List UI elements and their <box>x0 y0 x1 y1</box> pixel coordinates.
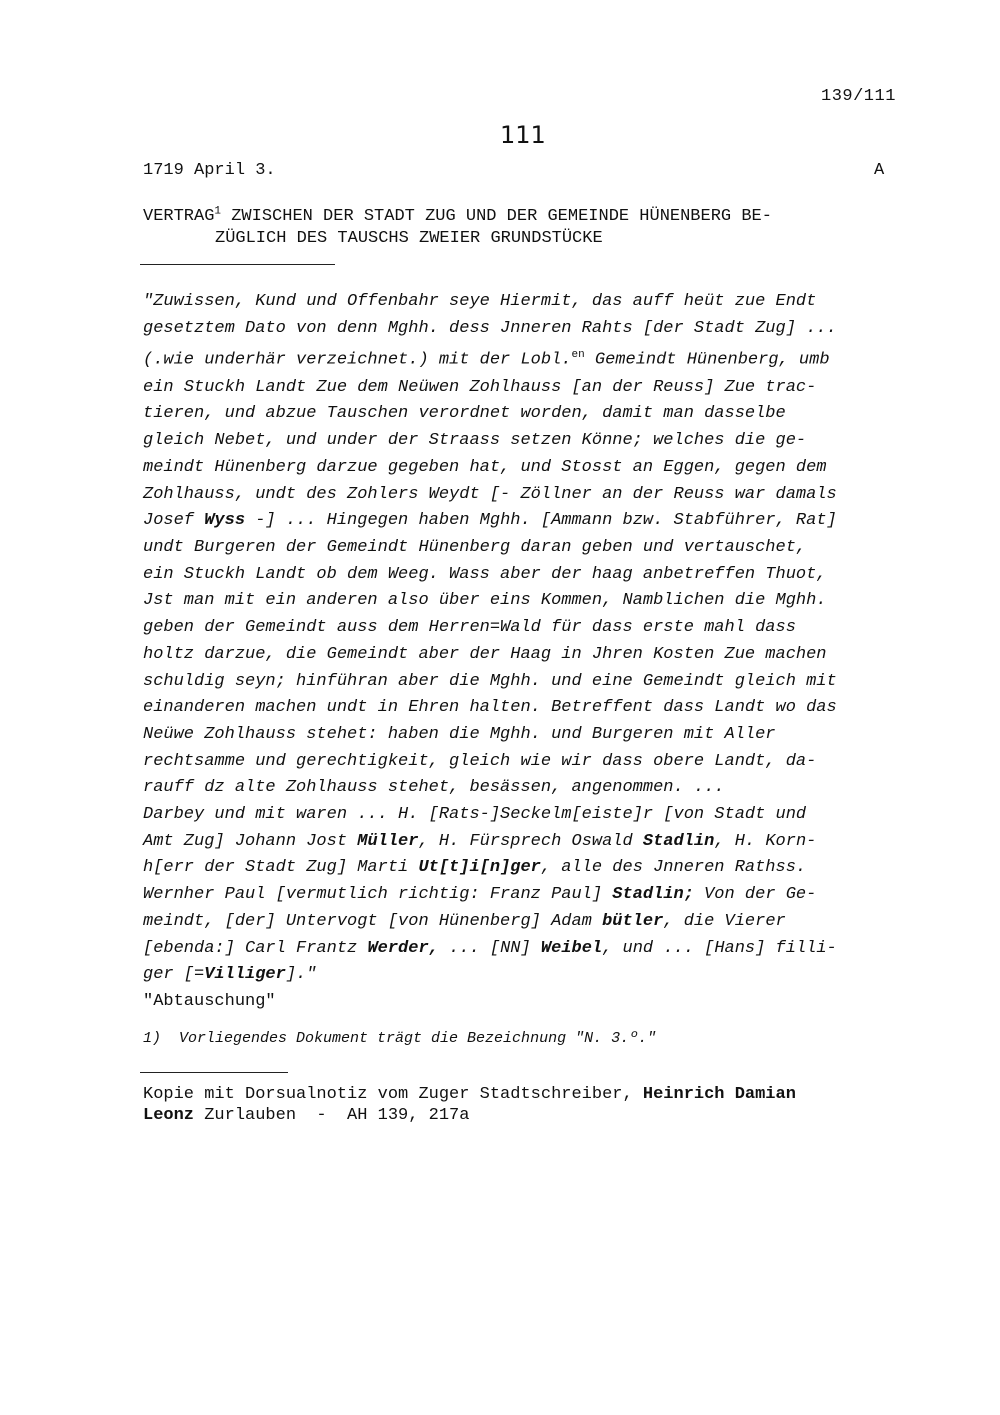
person-name: Werder, <box>367 938 439 958</box>
person-name: Müller <box>357 831 419 851</box>
text-line: Jst man mit ein anderen also über eins Kommen, Namblichen die Mghh. <box>143 591 827 611</box>
text-span: -] ... Hingegen haben Mghh. [Ammann bzw. Stabführer, Rat] <box>245 511 837 531</box>
text-line <box>143 936 943 963</box>
text-line: tieren, und abzue Tauschen verordnet worden, damit man dasselbe <box>143 404 786 424</box>
page-reference: 139/111 <box>821 87 896 106</box>
text-line: holtz darzue, die Gemeindt aber der Haag in Jhren Kosten Zue machen <box>143 644 827 664</box>
text-line: Neüwe Zohlhauss stehet: haben die Mghh. und Burgeren mit Aller <box>143 724 776 744</box>
person-name: Ut[t]i[n]ger <box>418 858 541 878</box>
text-span: Gemeindt Hünenberg, umb <box>584 351 830 371</box>
document-date: 1719 April 3. <box>143 161 276 180</box>
text-line: gesetztem Dato von denn Mghh. dess Jnneren Rahts [der Stadt Zug] ... <box>143 318 837 338</box>
superscript: en <box>571 349 585 362</box>
text-line: ein Stuckh Landt Zue dem Neüwen Zohlhauss [an der Reuss] Zue trac- <box>143 377 817 397</box>
text-span: Amt Zug] Johann Jost <box>143 831 358 851</box>
person-name: Villiger <box>204 965 286 985</box>
text-span: [ebenda:] Carl Frantz <box>143 938 368 958</box>
divider <box>140 1072 288 1073</box>
transcription-body <box>143 289 943 1016</box>
text-line: einanderen machen undt in Ehren halten. Betreffent dass Landt wo das <box>143 698 837 718</box>
title-line-2: ZÜGLICH DES TAUSCHS ZWEIER GRUNDSTÜCKE <box>215 228 603 248</box>
document-number: 111 <box>500 121 546 149</box>
person-name: bütler <box>602 911 664 931</box>
text-line <box>143 1084 943 1105</box>
document-title <box>143 200 903 250</box>
text-span: Josef <box>143 511 205 531</box>
person-name: Wyss <box>204 511 246 531</box>
document-mark: A <box>874 161 885 180</box>
text-line <box>143 882 943 909</box>
text-line <box>143 342 943 374</box>
source-note <box>143 1084 943 1126</box>
text-line: meindt Hünenberg darzue gegeben hat, und Stosst an Eggen, gegen dem <box>143 457 827 477</box>
text-span: , H. Korn- <box>714 831 817 851</box>
person-name: Stadlin <box>642 831 715 851</box>
text-span: ... [NN] <box>438 938 541 958</box>
person-name: Weibel <box>540 938 603 958</box>
text-span: Zurlauben - AH 139, 217a <box>194 1106 470 1125</box>
text-span: , und ... [Hans] filli- <box>602 938 837 958</box>
text-span: Wernher Paul [vermutlich richtig: Franz Paul] <box>143 885 613 905</box>
title-text: VERTRAG <box>143 206 215 226</box>
footnote: 1) Vorliegendes Dokument trägt die Bezeichnung "N. 3.º." <box>143 1030 657 1047</box>
text-span: ]." <box>285 965 317 985</box>
text-line: ein Stuckh Landt ob dem Weeg. Wass aber der haag anbetreffen Thuot, <box>143 564 827 584</box>
title-text: ZWISCHEN DER STADT ZUG UND DER GEMEINDE HÜNENBERG BE- <box>221 206 772 226</box>
text-span: Kopie mit Dorsualnotiz vom Zuger Stadtschreiber, <box>143 1085 643 1104</box>
text-line: rechtsamme und gerechtigkeit, gleich wie wir dass obere Landt, da- <box>143 751 817 771</box>
text-line: rauff dz alte Zohlhauss stehet, besässen, angenommen. ... <box>143 778 725 798</box>
text-span: ger [= <box>143 965 205 985</box>
footnote-marker: 1 <box>214 205 222 217</box>
text-line: "Zuwissen, Kund und Offenbahr seye Hiermit, das auff heüt zue Endt <box>143 292 817 311</box>
title-line-1 <box>143 207 772 226</box>
text-line <box>143 508 943 535</box>
text-span: , die Vierer <box>663 911 786 931</box>
person-name: Stadlin; <box>612 885 694 905</box>
text-line: schuldig seyn; hinführan aber die Mghh. und eine Gemeindt gleich mit <box>143 671 837 691</box>
text-line <box>143 829 943 856</box>
text-line <box>143 1105 943 1126</box>
text-line <box>143 962 943 989</box>
text-line: geben der Gemeindt auss dem Herren=Wald für dass erste mahl dass <box>143 618 796 638</box>
text-span: meindt, [der] Untervogt [von Hünenberg] Adam <box>143 911 603 931</box>
text-line: gleich Nebet, und under der Straass setzen Könne; welches die ge- <box>143 431 807 451</box>
text-span: , H. Fürsprech Oswald <box>418 831 643 851</box>
person-name: Leonz <box>143 1106 195 1125</box>
dorsal-title: "Abtauschung" <box>143 991 276 1011</box>
divider <box>140 264 335 265</box>
text-line: undt Burgeren der Gemeindt Hünenberg daran geben und vertauschet, <box>143 537 807 557</box>
text-line <box>143 855 943 882</box>
text-line <box>143 909 943 936</box>
text-span: (.wie underhär verzeichnet.) mit der Lobl. <box>143 351 572 371</box>
text-line: Darbey und mit waren ... H. [Rats-]Seckelm[eiste]r [von Stadt und <box>143 805 807 825</box>
person-name: Heinrich Damian <box>642 1085 796 1104</box>
text-span: Von der Ge- <box>693 885 817 905</box>
text-line: Zohlhauss, undt des Zohlers Weydt [- Zöllner an der Reuss war damals <box>143 484 837 504</box>
text-span: h[err der Stadt Zug] Marti <box>143 858 419 878</box>
text-span: , alle des Jnneren Rathss. <box>540 858 807 878</box>
